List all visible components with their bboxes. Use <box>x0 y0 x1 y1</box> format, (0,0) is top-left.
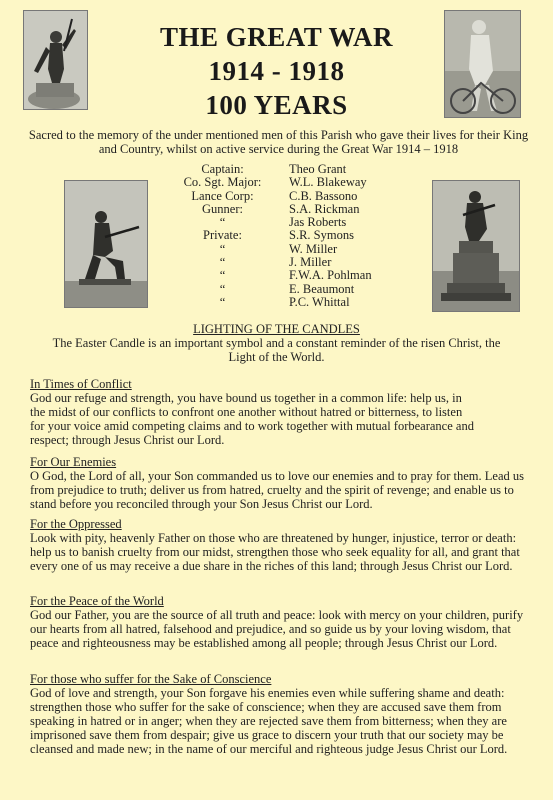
roll-row <box>160 176 410 189</box>
dedication-text: Sacred to the memory of the under mentioned men of this Parish who gave their lives for their King and Country, whilst on active service during the Great War 1914 – 1918 <box>28 128 529 156</box>
prayer-heading: For Our Enemies <box>30 455 117 469</box>
title-centenary: 100 YEARS <box>205 90 348 120</box>
soldier-name: E. Beaumont <box>289 281 355 296</box>
rank: “ <box>219 255 226 270</box>
prayer-section <box>30 672 538 756</box>
lighting-heading: LIGHTING OF THE CANDLES <box>193 322 360 336</box>
prayer-heading: For those who suffer for the Sake of Conscience <box>30 672 272 686</box>
rank: Lance Corp: <box>191 188 254 203</box>
soldier-pedestal-icon <box>433 181 519 311</box>
prayer-heading: In Times of Conflict <box>30 377 132 391</box>
soldier-pedestal-photo <box>432 180 520 312</box>
soldier-name: J. Miller <box>289 255 332 270</box>
rank: Co. Sgt. Major: <box>183 175 262 190</box>
soldier-name: F.W.A. Pohlman <box>289 268 372 283</box>
roll-row <box>160 229 410 242</box>
prayer-heading: For the Peace of the World <box>30 594 164 608</box>
roll-row <box>160 216 410 229</box>
rank: Private: <box>203 228 242 243</box>
kneeling-soldier-icon <box>65 181 147 307</box>
rank: Gunner: <box>202 201 243 216</box>
roll-row <box>160 256 410 269</box>
roll-row <box>160 163 410 176</box>
prayer-heading: For the Oppressed <box>30 517 122 531</box>
prayer-text: God of love and strength, your Son forgave his enemies even while suffering shame and death: strengthen those who suffer for the sake of conscience; when they are accused save them from speaking in hatred or in anger; when they are rejected save them from bitterness; when they are imprisoned save them from despair; give us grace to discern your truth that our society may be cleansed and made new; in the name of our merciful and righteous judge Jesus Christ our Lord. <box>30 686 508 756</box>
roll-row <box>160 190 410 203</box>
kneeling-soldier-photo <box>64 180 148 308</box>
soldier-name: C.B. Bassono <box>289 188 358 203</box>
prayer-section <box>30 455 538 511</box>
prayer-text: Look with pity, heavenly Father on those who are threatened by hunger, injustice, terror or death: help us to banish cruelty from our midst, strengthen those who seek equality for all, and grant that every one of us may receive a due share in the riches of this land; through Jesus Christ our Lord. <box>30 531 520 573</box>
prayer-section <box>30 377 538 447</box>
roll-row <box>160 283 410 296</box>
rank: Captain: <box>201 162 244 176</box>
title-years: 1914 - 1918 <box>208 56 345 86</box>
page-title: THE GREAT WAR <box>159 22 394 52</box>
roll-row <box>160 243 410 256</box>
roll-row <box>160 203 410 216</box>
rank: “ <box>219 268 226 283</box>
prayer-text: God our refuge and strength, you have bound us together in a common life: help us, in the midst of our conflicts to confront one another without hatred or bitterness, to listen for your voice amid competing claims and to work together with mutual forbearance and respect; through Jesus Christ our Lord. <box>30 391 474 447</box>
soldier-name: W. Miller <box>289 241 338 256</box>
roll-of-honour <box>160 163 410 309</box>
lighting-text: The Easter Candle is an important symbol and a constant reminder of the risen Christ, the Light of the World. <box>52 336 501 364</box>
rank: “ <box>219 215 226 230</box>
soldier-name: P.C. Whittal <box>289 294 350 309</box>
prayer-text: God our Father, you are the source of all truth and peace: look with mercy on your children, purify our hearts from all hatred, falsehood and prejudice, and so guide us by your loving wisdom, that peace and righteousness may be established among all people; through Jesus Christ our Lord. <box>30 608 524 650</box>
soldier-name: S.A. Rickman <box>289 201 360 216</box>
prayer-section <box>30 517 538 573</box>
rank: “ <box>219 241 226 256</box>
lighting-section <box>0 322 553 364</box>
prayer-text: O God, the Lord of all, your Son commanded us to love our enemies and to pray for them. Lead us from prejudice to truth; deliver us from hatred, cruelty and the spirit of revenge; and enable us to stand before you reconciled through your Son Jesus Christ our Lord. <box>30 469 524 511</box>
soldier-name: S.R. Symons <box>289 228 354 243</box>
roll-row <box>160 296 410 309</box>
prayer-section <box>30 594 538 650</box>
rank: “ <box>219 281 226 296</box>
soldier-name: Theo Grant <box>289 162 347 176</box>
soldier-name: W.L. Blakeway <box>289 175 367 190</box>
soldier-name: Jas Roberts <box>289 215 347 230</box>
rank: “ <box>219 294 226 309</box>
roll-row <box>160 269 410 282</box>
